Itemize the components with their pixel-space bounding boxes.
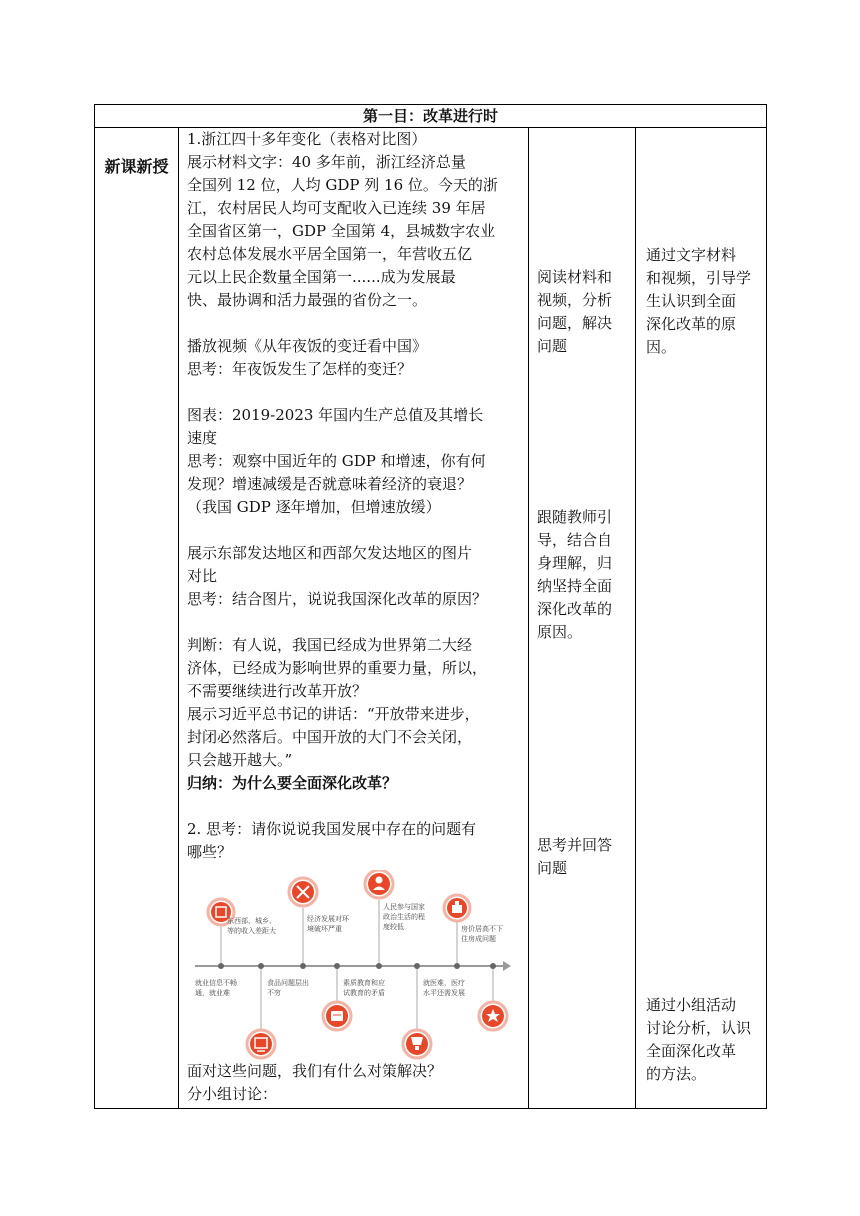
infographic-label: 经济发展对环	[307, 915, 349, 923]
student-line: 思考并回答	[537, 836, 613, 854]
infographic-label: 就医难，医疗	[423, 979, 465, 987]
main-line: 元以上民企数量全国第一......成为发展最	[187, 268, 456, 286]
main-line: 封闭必然落后。中国开放的大门不会关闭，	[187, 728, 473, 746]
main-line: 不需要继续进行改革开放？	[187, 682, 368, 700]
infographic-label: 等的收入差距大	[227, 927, 276, 935]
main-line: 全国省区第一，GDP 全国第 4，县城数字农业	[187, 222, 496, 240]
lesson-table	[94, 104, 767, 1109]
housing-icon	[444, 895, 470, 921]
main-line: 江，农村居民人均可支配收入已连续 39 年居	[187, 199, 486, 217]
infographic-label: 东西部、城乡、	[227, 917, 276, 925]
main-line: 济体，已经成为影响世界的重要力量，所以，	[187, 659, 488, 677]
main-line: 图表：2019-2023 年国内生产总值及其增长	[187, 406, 484, 424]
student-line: 问题，解决	[537, 314, 613, 332]
infographic-label: 就业信息不畅	[195, 979, 237, 987]
intent-line: 的方法。	[646, 1065, 707, 1083]
student-line: 纳坚持全面	[537, 577, 613, 595]
main-line: 展示材料文字：40 多年前，浙江经济总量	[187, 153, 466, 171]
main-line: 速度	[187, 429, 218, 447]
infographic-label: 素质教育和应	[343, 979, 385, 987]
student-line: 阅读材料和	[537, 268, 613, 286]
infographic-label: 房价居高不下	[461, 925, 503, 933]
participation-icon	[365, 870, 393, 898]
problems-infographic	[191, 870, 511, 1060]
main-line: 播放视频《从年夜饭的变迁看中国》	[187, 337, 428, 355]
infographic-label: 境破坏严重	[307, 925, 342, 933]
main-line: 判断：有人说，我国已经成为世界第二大经	[187, 636, 473, 654]
medical-icon	[479, 1002, 507, 1030]
student-line: 原因。	[537, 623, 583, 641]
design-intent-cell	[636, 128, 767, 1109]
main-line: 对比	[187, 567, 218, 585]
intent-line: 全面深化改革	[646, 1042, 737, 1060]
infographic-label: 人民参与国家	[383, 903, 425, 911]
section-label-cell	[95, 128, 179, 1109]
main-line: 农村总体发展水平居全国第一，年营收五亿	[187, 245, 473, 263]
section-title: 第一目：改革进行时	[95, 105, 767, 128]
main-line: 展示东部发达地区和西部欠发达地区的图片	[187, 544, 473, 562]
employment-icon	[247, 1030, 275, 1058]
student-line: 跟随教师引	[537, 508, 613, 526]
intent-line: 生认识到全面	[646, 292, 737, 310]
main-line: 思考：观察中国近年的 GDP 和增速，你有何	[187, 452, 486, 470]
infographic-label: 食品问题层出	[267, 979, 309, 987]
intent-line: 深化改革的原	[646, 315, 737, 333]
intent-line: 通过文字材料	[646, 246, 737, 264]
main-line: 快、最协调和活力最强的省份之一。	[187, 291, 428, 309]
environment-icon	[289, 878, 317, 906]
education-icon	[403, 1030, 431, 1058]
student-activity-cell	[529, 128, 636, 1109]
infographic-label: 度较低	[383, 923, 404, 931]
infographic-label: 不穷	[267, 989, 281, 997]
intent-line: 和视频，引导学	[646, 269, 752, 287]
intent-line: 讨论分析，认识	[646, 1019, 752, 1037]
main-line: 2. 思考：请你说说我国发展中存在的问题有	[187, 820, 477, 838]
intent-line: 因。	[646, 338, 677, 356]
intent-line: 通过小组活动	[646, 996, 737, 1014]
main-line: 发现？增速减缓是否就意味着经济的衰退？	[187, 475, 473, 493]
student-line: 视频，分析	[537, 291, 613, 309]
teacher-activity-cell	[179, 128, 529, 1109]
infographic-label: 通，就业难	[195, 989, 230, 997]
summary-heading: 归纳：为什么要全面深化改革？	[187, 774, 398, 792]
student-line: 深化改革的	[537, 600, 613, 618]
infographic-label: 水平还需发展	[423, 989, 465, 997]
student-line: 问题	[537, 859, 568, 877]
main-line: 分小组讨论：	[187, 1085, 278, 1103]
main-line: 思考：年夜饭发生了怎样的变迁？	[187, 360, 413, 378]
main-line: 思考：结合图片，说说我国深化改革的原因？	[187, 590, 488, 608]
infographic-label: 政治生活的程	[383, 913, 425, 921]
student-line: 身理解，归	[537, 554, 613, 572]
food-safety-icon	[323, 1002, 351, 1030]
infographic-label: 住房成问题	[461, 935, 496, 943]
main-line: 只会越开越大。”	[187, 751, 293, 769]
main-line: 展示习近平总书记的讲话：“开放带来进步，	[187, 705, 480, 723]
infographic-label: 试教育的矛盾	[343, 989, 385, 997]
main-line: 全国列 12 位，人均 GDP 列 16 位。今天的浙	[187, 176, 498, 194]
main-line: 1.浙江四十多年变化（表格对比图）	[187, 130, 427, 148]
main-line: 面对这些问题，我们有什么对策解决？	[187, 1062, 443, 1080]
main-line: 哪些？	[187, 843, 233, 861]
student-line: 导，结合自	[537, 531, 613, 549]
section-label: 新课新授	[104, 157, 169, 176]
infographic-drawing	[191, 870, 511, 1060]
student-line: 问题	[537, 337, 568, 355]
main-line: （我国 GDP 逐年增加，但增速放缓）	[187, 498, 441, 516]
